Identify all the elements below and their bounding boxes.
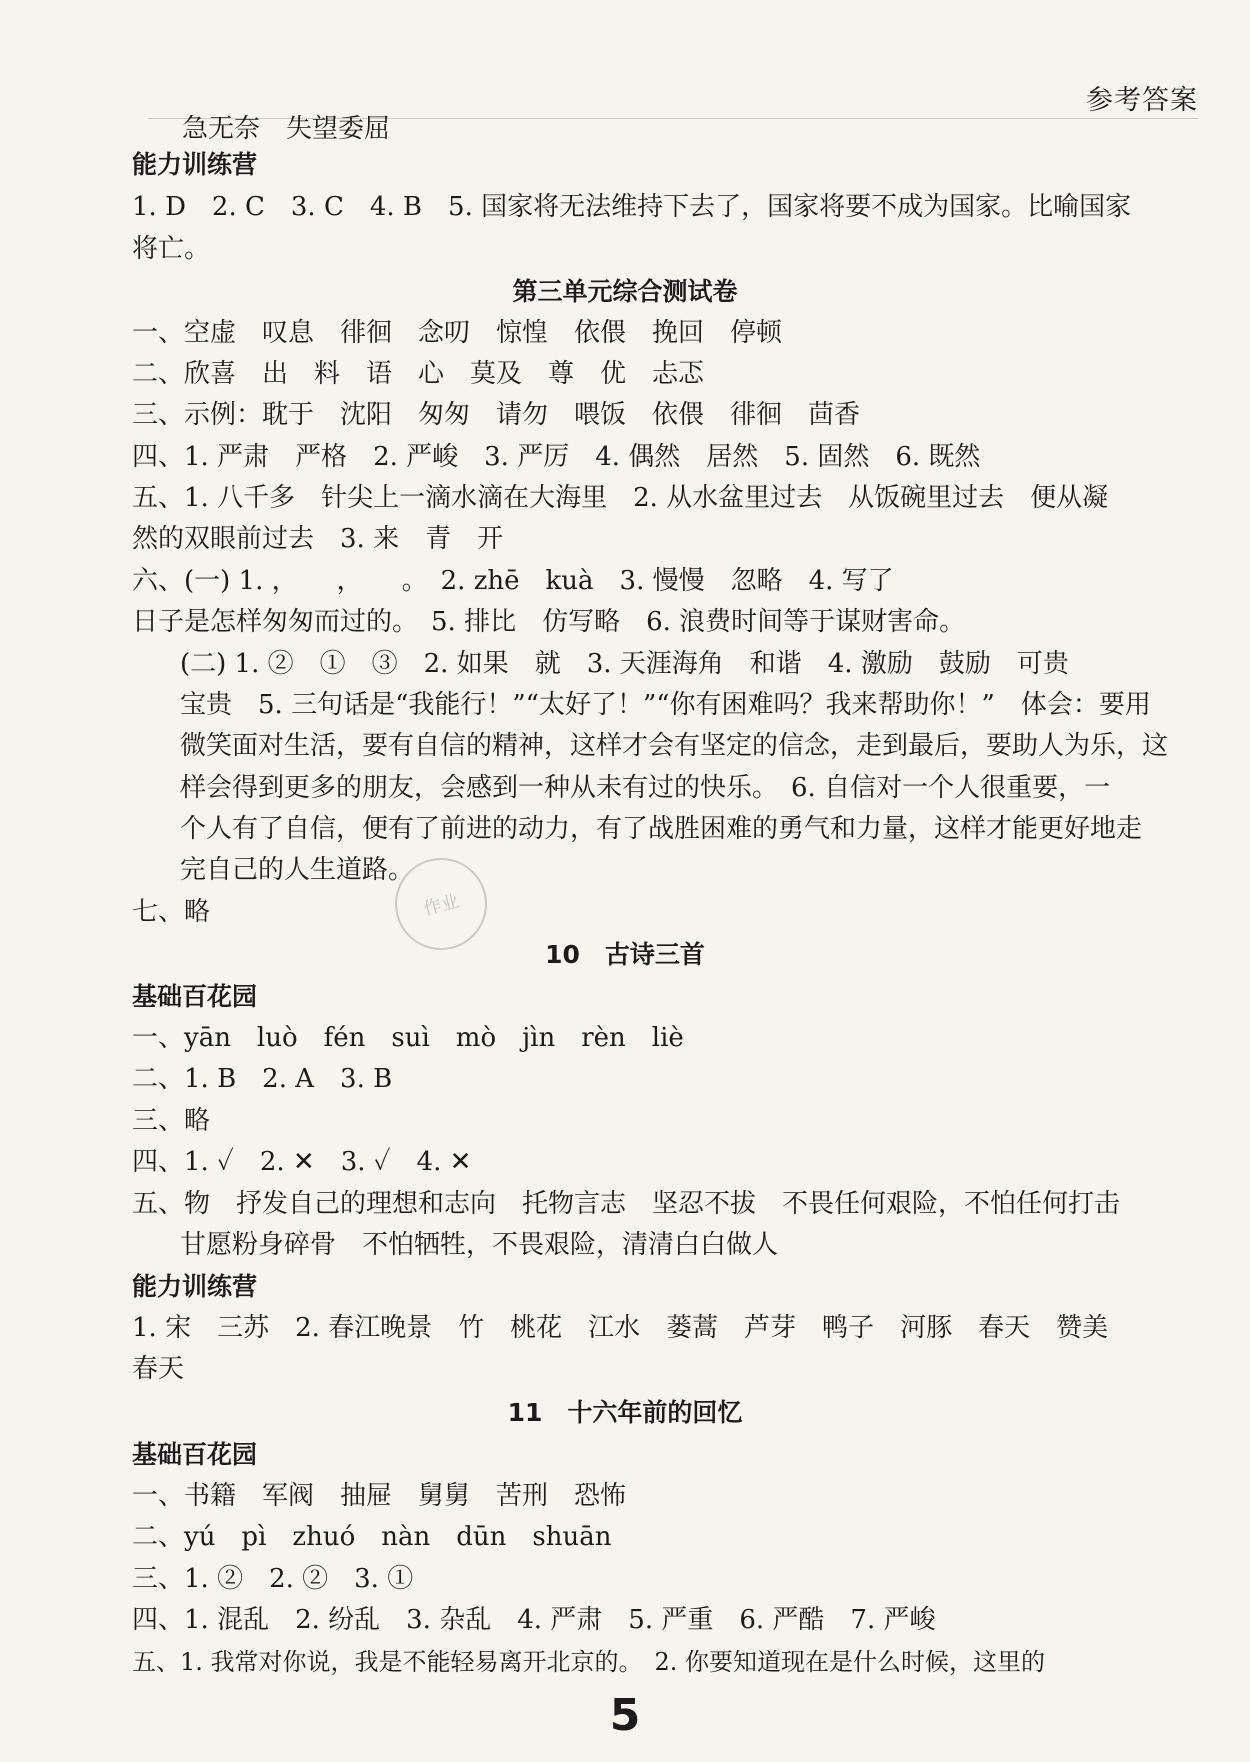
lesson-title: 11 十六年前的回忆 xyxy=(507,1398,743,1427)
answer-line: 二、1. B 2. A 3. B xyxy=(132,1064,393,1094)
answer-line: 四、1. 严肃 严格 2. 严峻 3. 严厉 4. 偶然 居然 5. 固然 6. 既然 xyxy=(132,442,981,472)
answer-line: 1. D 2. C 3. C 4. B 5. 国家将无法维持下去了，国家将要不成为国家。比喻国家 xyxy=(132,192,1132,222)
answer-line: 四、1. ✓ 2. ✕ 3. ✓ 4. ✕ xyxy=(132,1147,472,1177)
section-heading: 能力训练营 xyxy=(132,1272,258,1301)
answer-line: 甘愿粉身碎骨 不怕牺牲，不畏艰险，清清白白做人 xyxy=(180,1230,779,1260)
answer-line: 一、yān luò fén suì mò jìn rèn liè xyxy=(132,1023,684,1053)
page-header-title: 参考答案 xyxy=(1086,85,1198,116)
page-number: 5 xyxy=(609,1690,641,1741)
answer-line: 宝贵 5. 三句话是“我能行！”“太好了！”“你有困难吗？我来帮助你！” 体会：要用 xyxy=(180,690,1151,720)
answer-line: 七、略 xyxy=(132,897,211,927)
lesson-title: 10 古诗三首 xyxy=(545,940,705,969)
answer-line: 样会得到更多的朋友，会感到一种从未有过的快乐。 6. 自信对一个人很重要，一 xyxy=(180,773,1111,803)
answer-line: (二) 1. ② ① ③ 2. 如果 就 3. 天涯海角 和谐 4. 激励 鼓励 可贵 xyxy=(180,649,1069,679)
answer-line: 然的双眼前过去 3. 来 青 开 xyxy=(132,524,504,554)
answer-line: 四、1. 混乱 2. 纷乱 3. 杂乱 4. 严肃 5. 严重 6. 严酷 7. 严峻 xyxy=(132,1605,936,1635)
answer-line: 急无奈 失望委屈 xyxy=(182,114,391,144)
answer-line: 1. 宋 三苏 2. 春江晚景 竹 桃花 江水 蒌蒿 芦芽 鸭子 河豚 春天 赞美 xyxy=(132,1313,1109,1343)
answer-line: 将亡。 xyxy=(132,234,211,264)
answer-line: 三、略 xyxy=(132,1106,211,1136)
answer-line: 五、物 抒发自己的理想和志向 托物言志 坚忍不拔 不畏任何艰险，不怕任何打击 xyxy=(132,1189,1121,1219)
section-heading: 能力训练营 xyxy=(132,150,258,179)
answer-line: 一、空虚 叹息 徘徊 念叨 惊惶 依偎 挽回 停顿 xyxy=(132,318,783,348)
unit-test-title: 第三单元综合测试卷 xyxy=(512,277,738,306)
section-heading: 基础百花园 xyxy=(132,982,258,1011)
answer-line: 六、(一) 1. ， ， 。 2. zhē kuà 3. 慢慢 忽略 4. 写了 xyxy=(132,566,894,596)
answer-line: 三、示例：耽于 沈阳 匆匆 请勿 喂饭 依偎 徘徊 茴香 xyxy=(132,400,861,430)
answer-line: 完自己的人生道路。 xyxy=(180,855,415,885)
answer-line: 五、1. 八千多 针尖上一滴水滴在大海里 2. 从水盆里过去 从饭碗里过去 便从凝 xyxy=(132,483,1109,513)
answer-line: 春天 xyxy=(132,1354,185,1384)
answer-line: 微笑面对生活，要有自信的精神，这样才会有坚定的信念，走到最后，要助人为乐，这 xyxy=(180,731,1169,761)
section-heading: 基础百花园 xyxy=(132,1440,258,1469)
answer-line: 五、1. 我常对你说，我是不能轻易离开北京的。 2. 你要知道现在是什么时候，这里的 xyxy=(132,1648,1046,1676)
watermark-stamp: 作业 xyxy=(385,848,497,960)
answer-line: 个人有了自信，便有了前进的动力，有了战胜困难的勇气和力量，这样才能更好地走 xyxy=(180,814,1143,844)
answer-line: 三、1. ② 2. ② 3. ① xyxy=(132,1564,414,1594)
answer-line: 一、书籍 军阀 抽屉 舅舅 苦刑 恐怖 xyxy=(132,1481,627,1511)
answer-line: 二、yú pì zhuó nàn dūn shuān xyxy=(132,1522,612,1552)
answer-line: 日子是怎样匆匆而过的。 5. 排比 仿写略 6. 浪费时间等于谋财害命。 xyxy=(132,607,966,637)
answer-line: 二、欣喜 出 料 语 心 莫及 尊 优 忐忑 xyxy=(132,359,705,389)
